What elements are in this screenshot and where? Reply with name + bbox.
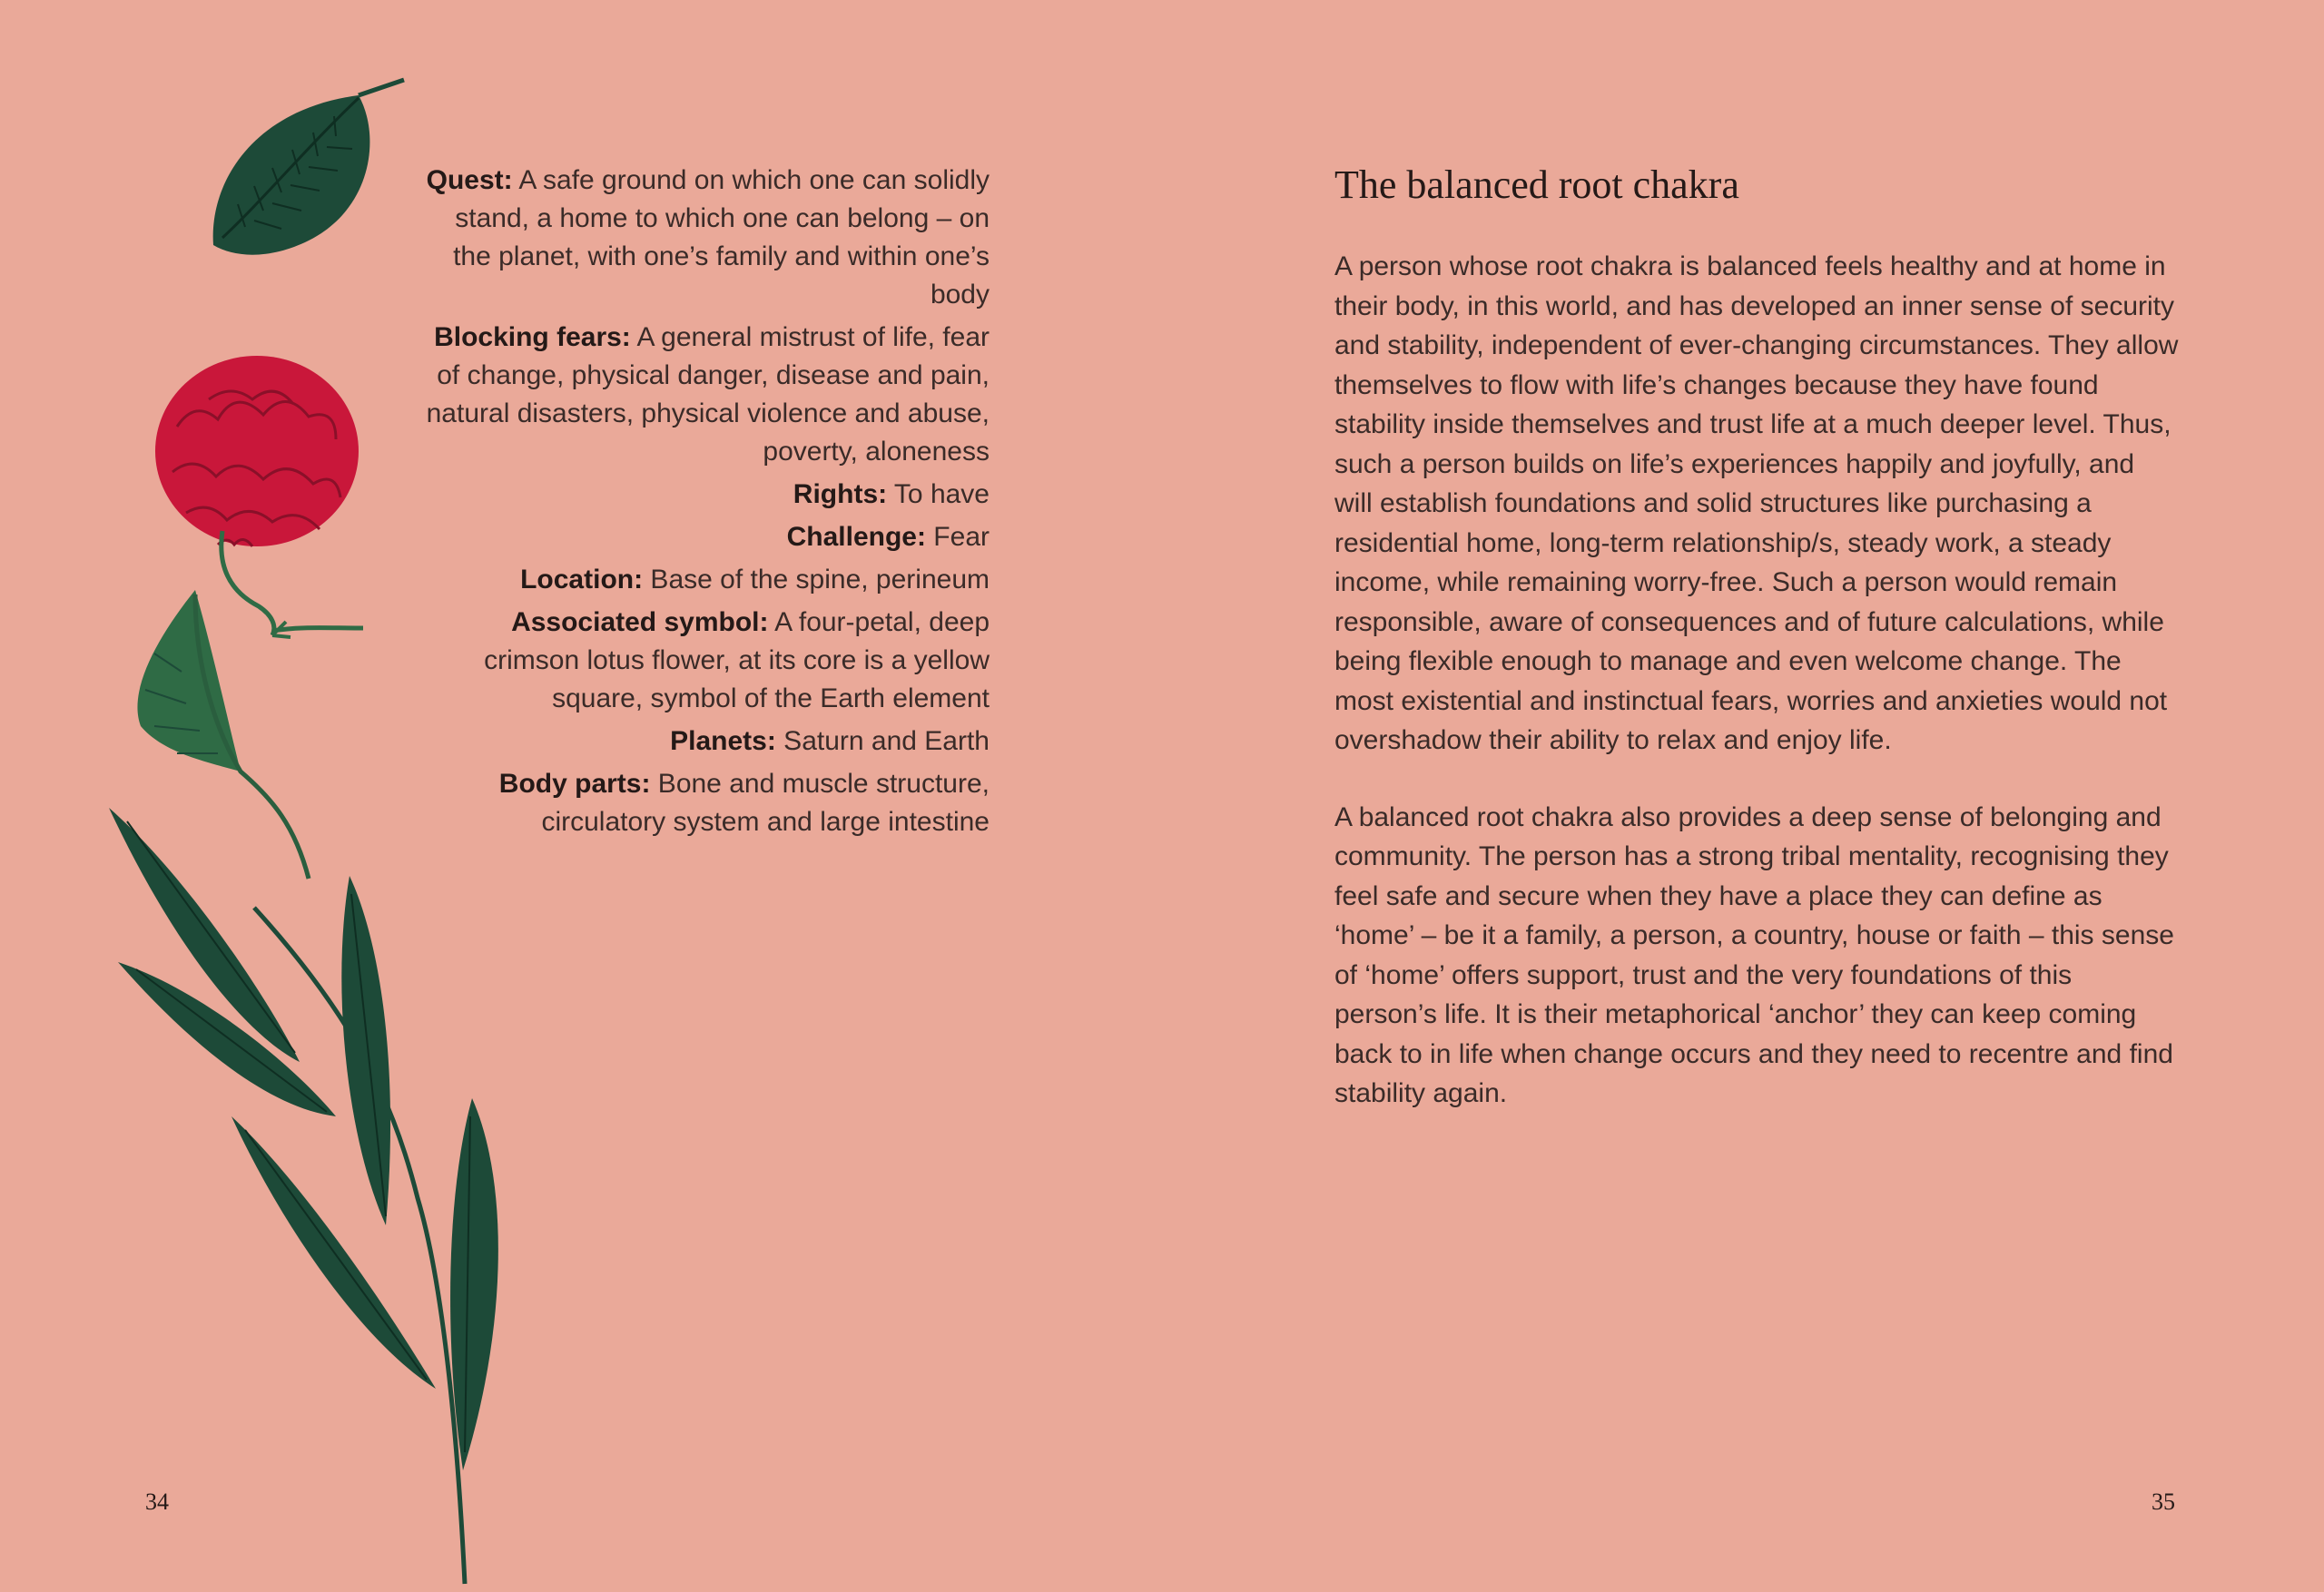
- fact-body-parts: [418, 765, 990, 841]
- fact-label: Location:: [520, 565, 644, 595]
- fact-text: A safe ground on which one can solidly stand, a home to which one can belong – on the planet, with one’s family and within one’s body: [453, 165, 990, 310]
- section-heading: The balanced root chakra: [1334, 162, 1739, 207]
- leaf-icon-top: [213, 80, 404, 255]
- fact-text: To have: [887, 479, 990, 509]
- fact-associated-symbol: [418, 604, 990, 718]
- page-number-right: 35: [2152, 1489, 2175, 1515]
- fact-label: Associated symbol:: [511, 607, 769, 637]
- fact-quest: [418, 162, 990, 314]
- fact-text: Base of the spine, perineum: [643, 565, 990, 595]
- leaf-icon-middle: [137, 590, 309, 879]
- chakra-facts: [418, 162, 990, 846]
- fact-text: Bone and muscle structure, circulatory system and large intestine: [541, 769, 990, 837]
- fact-label: Blocking fears:: [434, 322, 631, 352]
- fact-text: Saturn and Earth: [775, 726, 990, 756]
- fact-text: Fear: [925, 522, 990, 552]
- fact-location: [418, 561, 990, 599]
- fact-text: A general mistrust of life, fear of change, physical danger, disease and pain, natural disasters, physical violence and abuse, poverty, aloneness: [426, 322, 990, 467]
- page-number-left: 34: [145, 1489, 169, 1515]
- fact-label: Challenge:: [786, 522, 926, 552]
- fact-rights: [418, 476, 990, 514]
- fact-label: Quest:: [426, 165, 513, 195]
- fact-text: A four-petal, deep crimson lotus flower, at its core is a yellow square, symbol of the Earth element: [484, 607, 990, 713]
- fact-label: Planets:: [670, 726, 776, 756]
- paragraph: A balanced root chakra also provides a deep sense of belonging and community. The person has a strong tribal mentality, recognising they feel safe and secure when they have a place they can define as ‘home’ – be it a family, a person, a country, house or faith – this sense of ‘home’ offers support, trust and the very foundations of this person’s life. It is their metaphorical ‘anchor’ they can keep coming back to in life when change occurs and they need to recentre and find stability again.: [1334, 801, 2174, 1108]
- section-body: [1334, 247, 2179, 1151]
- flower-icon: [155, 356, 363, 637]
- fact-planets: [418, 722, 990, 761]
- fact-challenge: [418, 518, 990, 556]
- paragraph: A person whose root chakra is balanced feels healthy and at home in their body, in this world, and has developed an inner sense of security and stability, independent of ever-changing circumstances. They allow themselves to flow with life’s changes because they have found stability inside themselves and trust life at a much deeper level. Thus, such a person builds on life’s experiences happily and joyfully, and will establish foundations and solid structures like purchasing a residential home, long-term relationship/s, steady work, a steady income, while remaining worry-free. Such a person would remain responsible, aware of consequences and of future calculations, while being flexible enough to manage and even welcome change. The most existential and instinctual fears, worries and anxieties would not overshadow their ability to relax and enjoy life.: [1334, 251, 2179, 755]
- fact-label: Rights:: [793, 479, 888, 509]
- branch-icon: [109, 808, 498, 1584]
- fact-blocking-fears: [418, 319, 990, 471]
- fact-label: Body parts:: [498, 769, 651, 799]
